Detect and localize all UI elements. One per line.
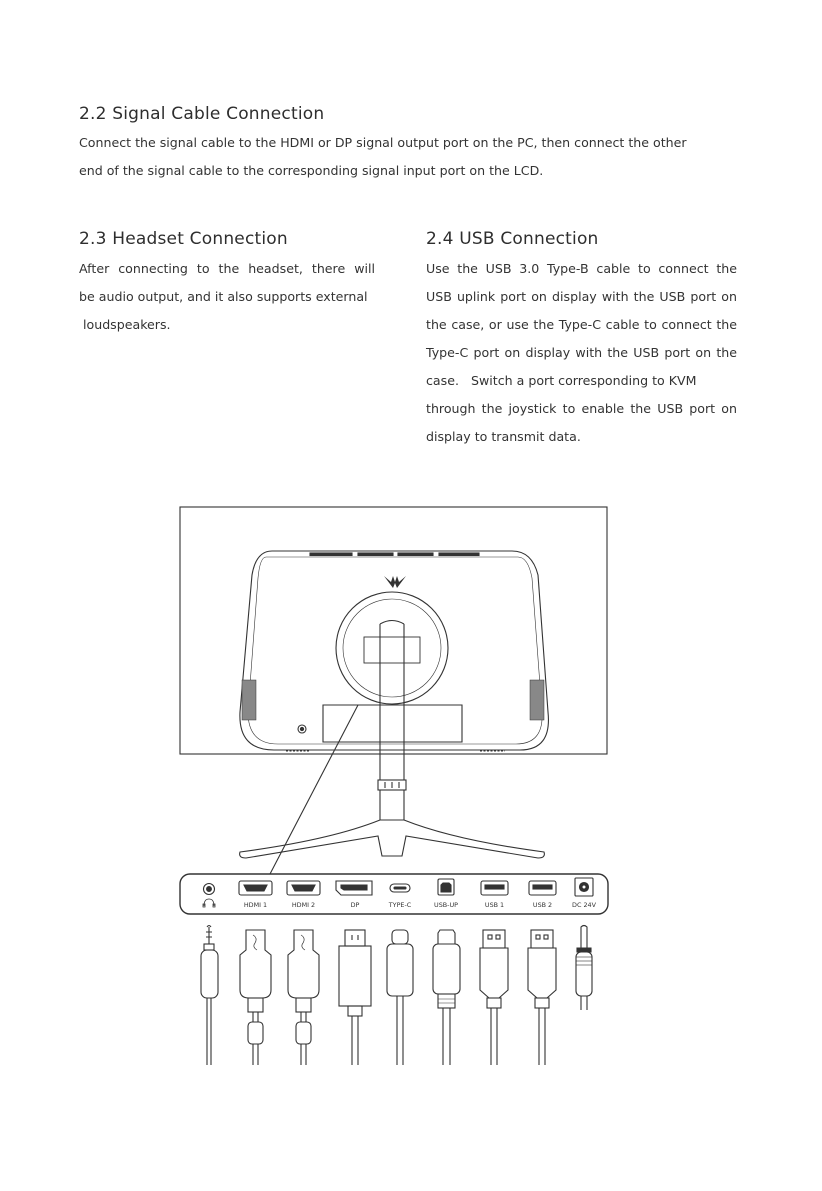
body-line: through the joystick to enable the USB port on [426, 401, 737, 416]
displayport-icon [341, 885, 367, 890]
body-line: loudspeakers. [79, 317, 171, 332]
section-2-2-title: 2.2 Signal Cable Connection [79, 104, 325, 124]
cable-usb2 [528, 930, 556, 1065]
body-line: end of the signal cable to the corresponding signal input port on the LCD. [79, 163, 544, 178]
port-labels [244, 901, 597, 909]
usb-a-port-icon [485, 885, 504, 889]
body-line: Type-C port on display with the USB port on the [426, 345, 737, 360]
cable-usb1 [480, 930, 508, 1065]
cable-usbup [433, 930, 460, 1065]
headphone-icon [203, 899, 215, 907]
port-label-hdmi1: HDMI 1 [243, 901, 268, 909]
hdmi-port-icon [292, 885, 315, 891]
speaker-grill-right [530, 680, 544, 720]
callout-line [270, 705, 358, 874]
dc-port [575, 878, 593, 896]
body-line: Connect the signal cable to the HDMI or DP signal output port on the PC, then connect the other [79, 135, 687, 150]
body-line: case. Switch a port corresponding to KVM [426, 373, 697, 388]
body-line: After connecting to the headset, there will [79, 261, 375, 276]
port-label-usb2: USB 2 [532, 901, 553, 909]
cable-hdmi1 [240, 930, 271, 1065]
cable-audio [201, 926, 218, 1066]
brand-logo-icon [384, 576, 406, 588]
stand-mount-ring [336, 592, 448, 704]
headphone-port [203, 884, 215, 908]
cable-dp [339, 930, 371, 1065]
port-label-dc: DC 24V [572, 901, 596, 909]
cable-hdmi2 [288, 930, 319, 1065]
speaker-grill-left [242, 680, 256, 720]
port-label-typec: TYPE-C [388, 901, 412, 909]
usbup-port [438, 879, 454, 895]
typec-port [390, 884, 410, 892]
hdmi2-port [287, 881, 320, 895]
dp-port [336, 881, 372, 895]
body-line: display to transmit data. [426, 429, 581, 444]
port-label-usbup: USB-UP [434, 901, 458, 909]
body-line: Use the USB 3.0 Type-B cable to connect the [426, 261, 737, 276]
monitor-stand [240, 621, 545, 859]
port-label-usb1: USB 1 [484, 901, 505, 909]
usb2-port [529, 881, 556, 895]
port-label-hdmi2: HDMI 2 [291, 901, 316, 909]
usb-c-port-icon [394, 887, 406, 889]
port-label-dp: DP [350, 901, 360, 909]
cable-dc [576, 926, 592, 1011]
body-line: be audio output, and it also supports external [79, 289, 368, 304]
hdmi-port-icon [244, 885, 267, 891]
usb-b-port-icon [441, 883, 451, 892]
usb-a-port-icon [533, 885, 552, 889]
monitor-rear-housing [240, 551, 549, 751]
body-line: the case, or use the Type-C cable to connect the [426, 317, 737, 332]
cable-typec [387, 930, 413, 1065]
section-2-4-title: 2.4 USB Connection [426, 229, 599, 249]
usb1-port [481, 881, 508, 895]
body-line: USB uplink port on display with the USB port on [426, 289, 737, 304]
hdmi1-port [239, 881, 272, 895]
section-2-3-title: 2.3 Headset Connection [79, 229, 288, 249]
